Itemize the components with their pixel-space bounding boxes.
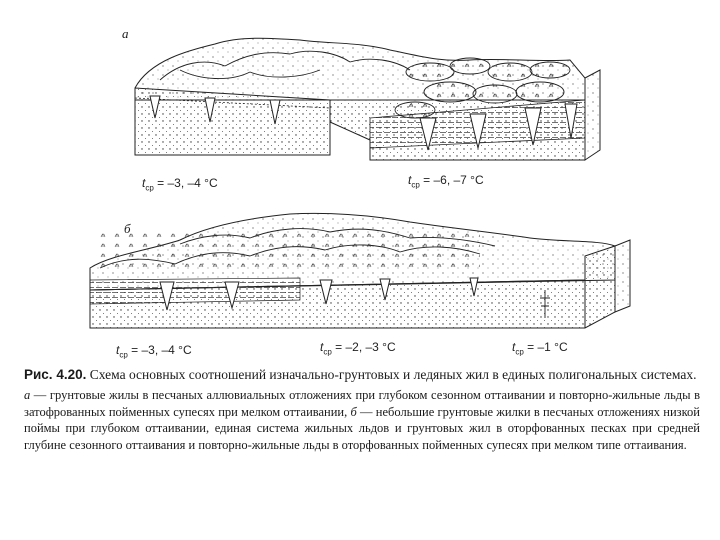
panel-b-temp-2: $t_{ср} = -2$, –3 °C	[320, 340, 396, 357]
panel-b-diagram	[90, 213, 630, 328]
caption-text-a: — грунтовые жилы в песчаных аллювиальных отложениях при глубоком сезонном оттаивании и повторно-жильные льды в затофрованных пойменных супесях при мелком оттаивании,	[24, 388, 700, 419]
panel-a-label: а	[122, 26, 129, 41]
caption-number: Рис. 4.20.	[24, 367, 87, 382]
caption-letter-b: б	[350, 404, 357, 419]
caption-title	[24, 366, 700, 384]
panel-a-temp-1: $t_{ср} = -3$, –4 °C	[142, 176, 218, 193]
panel-b-label: б	[124, 221, 131, 236]
panel-a-temp-2: $t_{ср} = -6$, –7 °C	[408, 173, 484, 190]
panel-b-temp-1: $t_{ср} = -3$, –4 °C	[116, 343, 192, 360]
caption-body	[24, 387, 700, 453]
figure-caption	[24, 366, 700, 453]
panel-a-diagram	[135, 38, 600, 160]
caption-text-b: — небольшие грунтовые жилки в песчаных отложениях низкой поймы при глубоком оттаивании, единая система жильных льдов и грунтовых жил в оторфованных песках при средней глубине сезонного оттаивания и повторно-жильные льды в оторфованных пойменных супесях при мелком типе оттаивания.	[24, 404, 700, 452]
panel-b-temp-3: $t_{ср} = -1$ °C	[512, 340, 568, 357]
caption-letter-a: а	[24, 388, 31, 402]
caption-title-text: Схема основных соотношений изначально-грунтовых и ледяных жил в единых полигональных системах.	[86, 367, 697, 382]
